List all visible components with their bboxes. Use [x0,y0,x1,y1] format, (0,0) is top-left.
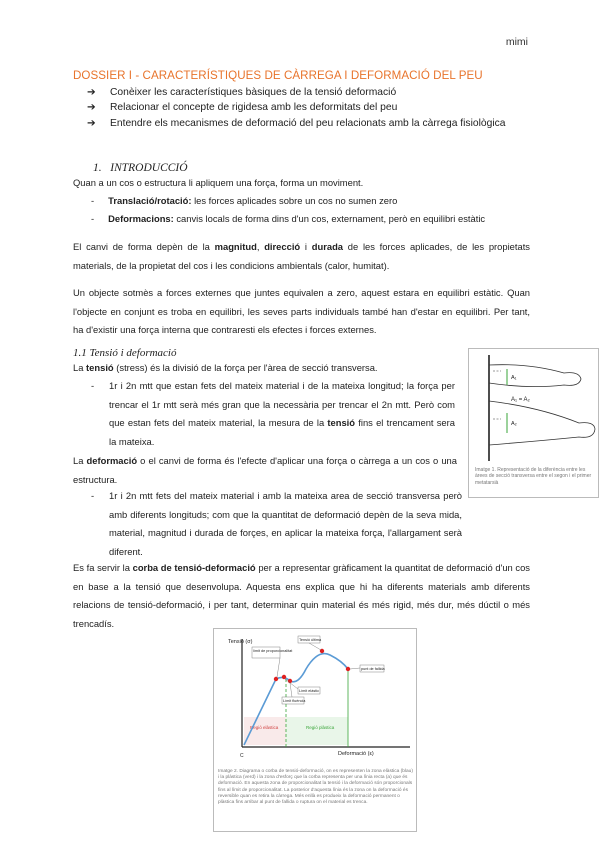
bullet-text: canvis locals de forma dins d'un cos, externament, però en equilibri estàtic [173,213,486,224]
proportional-limit-point [274,677,278,681]
stress-strain-diagram [214,629,416,769]
list-item: - [91,380,95,391]
bullet-term: Translació/rotació: [108,195,192,206]
intro-paragraph: Quan a un cos o estructura li apliquem una força, forma un moviment. [73,177,364,188]
list-item: - Translació/rotació: les forces aplicades sobre un cos no sumen zero [91,195,398,206]
arrow-icon: ➔ [87,102,96,113]
section-number: 1. [93,162,102,174]
objective-item [87,86,532,99]
figure-metatarsal-areas [468,348,599,498]
label-a2: A₂ [511,421,517,427]
dossier-title: DOSSIER I - CARACTERÍSTIQUES DE CÀRREGA I DEFORMACIÓ DEL PEU [73,69,483,82]
bullet-term: Deformacions: [108,213,174,224]
section-title: INTRODUCCIÓ [110,162,188,174]
y-axis-label: Tensió (σ) [228,639,253,645]
arrow-icon: ➔ [87,87,96,98]
header-name: mimi [505,36,528,48]
arrow-icon: ➔ [87,118,96,129]
curve-paragraph: Es fa servir la corba de tensió-deformació per a representar gràficament la quantitat de deformació d'un cos en base a la tensió que desenvolupa. Aquesta ens explica que hi ha diferents materials amb diferents relacions de tensió-deformació, i per tant, determinar quin material és més rigid, més dur, més dúctil o més trencadís. [73,562,530,629]
deformation-bullet: 1r i 2n mtt fets del mateix material i amb la mateixa area de secció transversa però amb diferents longituds; com que la quantitat de deformació depèn de la seva mida, material, magnitud i durada de forçes, en aplicar la mateixa força, l'allargament serà diferent. [109,490,462,557]
subsection-heading: 1.1 Tensió i deformació [73,347,177,359]
label-equality: A₁ = A₂ [511,397,530,403]
proportional-limit-label: límit de proporcionalitat [253,649,293,653]
elastic-limit-label: Límit elàstic [299,689,320,693]
figure-caption: Imatge 1. Representació de la diferència entre les àrees de secció transversa entre el segon i el primer metatarsià [475,467,592,486]
deformation-definition: La deformació o el canvi de forma és l'efecte d'aplicar una força o càrrega a un cos o una estructura. [73,455,457,485]
metatarsal-2-shape [489,401,595,445]
elastic-limit-point [282,675,286,679]
yield-point-label: Límit fluència [283,699,306,703]
elastic-region-label: Regió elàstica [250,725,279,730]
plastic-region-label: Regió plàstica [306,725,335,730]
paragraph-change-of-shape: El canvi de forma depèn de la magnitud, direcció i durada de les forces aplicades, de les propietats materials, de la propietat del cos i les condicions ambientals (calor, humitat). [73,241,530,271]
list-item: - [91,490,95,501]
paragraph-equilibrium: Un objecte sotmès a forces externes que juntes equivalen a zero, aquest estara en equilibri estàtic. Quan l'objecte en conjunt es troba en equilibri, les seves parts individuals també han d'estar en equilibri. Per tant, ha d'existir una força interna que contraresti els efectes i forces externes. [73,287,530,335]
rupture-point-label: punt de fallida [361,667,385,671]
section-heading [93,162,188,174]
bullet-text: les forces aplicades sobre un cos no sumen zero [191,195,398,206]
objective-item [87,101,532,114]
list-item: - Deformacions: canvis locals de forma dins d'un cos, externament, però en equilibri estàtic [91,213,486,224]
plastic-region [286,717,348,745]
objective-text: Entendre els mecanismes de deformació del peu relacionats amb la càrrega fisiològica [110,118,506,129]
figure-caption: Imatge 2. Diagrama o corba de tensió-deformació, on es representen la zona elàstica (blau) i la plàstica (verd) i la zona d'esforç que la corba representa per una línia recta (a) que és deformació. En aquesta zona de proporcionalitat la tensió i la deformació són proporcionals fins al límit de proporcionalitat. La posterior d'aquesta línia és la zona on la deformació és reversible quan es retira la càrrega. Més enllà es produeix la deformació permanent o plàstica fins arribar al punt de fallida o ruptura on el material es trenca. [218,769,413,806]
label-a1: A₁ [511,375,517,381]
rupture-point [346,667,350,671]
objective-item [87,117,532,130]
objective-text: Relacionar el concepte de rigidesa amb les deformitats del peu [110,102,398,113]
origin-label: C [240,753,244,759]
metatarsal-diagram [469,349,598,467]
max-stress-label: Tensió última [299,638,322,642]
x-axis-label: Deformació (ε) [338,751,374,757]
figure-stress-strain-curve [213,628,417,832]
yield-point-marker [288,679,292,683]
objective-text: Conèixer les característiques bàsiques de la tensió deformació [110,87,397,98]
tension-bullet: 1r i 2n mtt que estan fets del mateix material i de la mateixa longitud; la força per trencar el 1r mtt serà més gran que la necessària per trencar el 2n mtt. Però com que estan fets del mateix material, la mesura de la tensió fins el trencament sera la mateixa. [109,380,455,447]
metatarsal-1-shape [489,365,581,387]
tension-definition: La tensió (stress) és la divisió de la força per l'àrea de secció transversa. [73,362,378,373]
